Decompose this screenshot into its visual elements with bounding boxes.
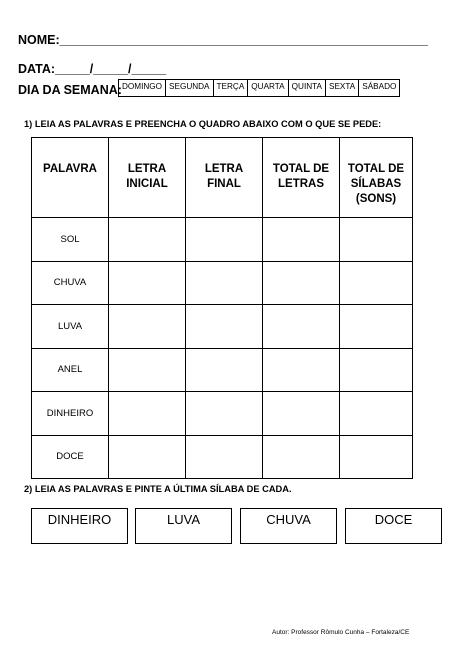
word-analysis-table — [31, 137, 413, 479]
answer-cell[interactable] — [263, 305, 340, 349]
column-header: TOTAL DE SÍLABAS (SONS) — [340, 138, 413, 218]
weekday-option[interactable]: SEGUNDA — [166, 80, 214, 96]
question-1-title: 1) LEIA AS PALAVRAS E PREENCHA O QUADRO ABAIXO COM O QUE SE PEDE: — [24, 119, 382, 129]
word-cell: ANEL — [32, 348, 109, 392]
word-box-doce[interactable]: DOCE — [345, 508, 442, 544]
answer-cell[interactable] — [340, 392, 413, 436]
table-row — [32, 435, 413, 479]
answer-cell[interactable] — [340, 305, 413, 349]
weekday-option[interactable]: SÁBADO — [362, 82, 397, 91]
answer-cell[interactable] — [186, 392, 263, 436]
weekday-option[interactable]: DOMINGO — [119, 80, 166, 96]
answer-cell[interactable] — [109, 261, 186, 305]
word-cell: DINHEIRO — [32, 392, 109, 436]
answer-cell[interactable] — [263, 348, 340, 392]
column-header: PALAVRA — [32, 138, 109, 218]
answer-cell[interactable] — [340, 218, 413, 262]
answer-cell[interactable] — [109, 392, 186, 436]
answer-cell[interactable] — [186, 261, 263, 305]
answer-cell[interactable] — [263, 435, 340, 479]
author-credit: Autor: Professor Rômulo Cunha – Fortaleza/CE — [272, 629, 410, 636]
table-row — [32, 218, 413, 262]
answer-cell[interactable] — [186, 305, 263, 349]
table-header-row — [32, 138, 413, 218]
name-field-line: NOME:_____________________________________________________ — [18, 33, 429, 47]
answer-cell[interactable] — [186, 348, 263, 392]
table-row — [32, 392, 413, 436]
column-header: LETRA FINAL — [186, 138, 263, 218]
question-2-title: 2) LEIA AS PALAVRAS E PINTE A ÚLTIMA SÍLABA DE CADA. — [24, 484, 292, 494]
date-field-line: DATA:_____/_____/_____ — [18, 62, 167, 76]
answer-cell[interactable] — [109, 305, 186, 349]
answer-cell[interactable] — [109, 435, 186, 479]
column-header: LETRA INICIAL — [109, 138, 186, 218]
word-box-chuva[interactable]: CHUVA — [240, 508, 337, 544]
table-row — [32, 348, 413, 392]
answer-cell[interactable] — [340, 348, 413, 392]
answer-cell[interactable] — [263, 218, 340, 262]
answer-cell[interactable] — [340, 261, 413, 305]
weekday-label: DIA DA SEMANA: — [18, 83, 122, 97]
word-cell: LUVA — [32, 305, 109, 349]
word-cell: SOL — [32, 218, 109, 262]
answer-cell[interactable] — [109, 218, 186, 262]
table-row — [32, 305, 413, 349]
column-header: TOTAL DE LETRAS — [263, 138, 340, 218]
weekday-options — [118, 79, 400, 97]
word-cell: CHUVA — [32, 261, 109, 305]
weekday-option[interactable]: SEXTA — [326, 80, 359, 96]
answer-cell[interactable] — [263, 392, 340, 436]
answer-cell[interactable] — [263, 261, 340, 305]
answer-cell[interactable] — [186, 435, 263, 479]
table-row — [32, 261, 413, 305]
answer-cell[interactable] — [109, 348, 186, 392]
weekday-option[interactable]: TERÇA — [214, 80, 249, 96]
word-cell: DOCE — [32, 435, 109, 479]
word-box-dinheiro[interactable]: DINHEIRO — [31, 508, 128, 544]
weekday-option[interactable]: QUINTA — [289, 80, 326, 96]
weekday-option[interactable]: QUARTA — [248, 80, 288, 96]
answer-cell[interactable] — [186, 218, 263, 262]
word-box-luva[interactable]: LUVA — [135, 508, 232, 544]
answer-cell[interactable] — [340, 435, 413, 479]
